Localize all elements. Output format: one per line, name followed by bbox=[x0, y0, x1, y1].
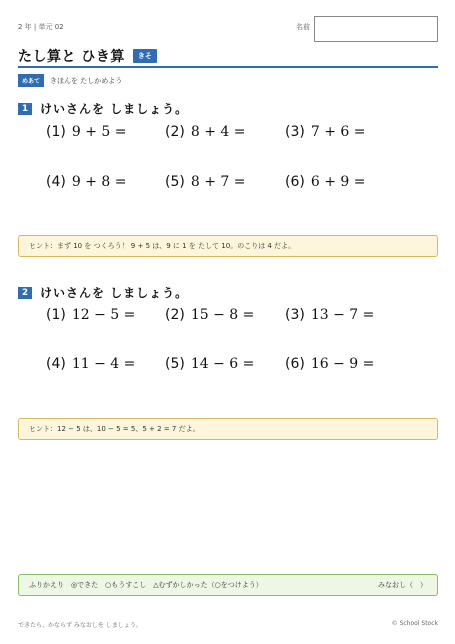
problem-1-1 bbox=[46, 124, 126, 140]
problem-expression: 13 − 7 = bbox=[310, 307, 375, 323]
problem-label: (2) bbox=[165, 124, 185, 140]
problem-1-5 bbox=[165, 174, 245, 190]
section-number: 2 bbox=[18, 287, 32, 299]
section-1-header bbox=[18, 100, 188, 117]
section-number: 1 bbox=[18, 103, 32, 115]
problem-1-3 bbox=[285, 124, 365, 140]
problem-label: (1) bbox=[46, 307, 66, 323]
problem-expression: 16 − 9 = bbox=[310, 356, 375, 372]
problem-expression: 9 + 8 = bbox=[71, 174, 127, 190]
goal-row bbox=[18, 74, 122, 87]
problem-2-1 bbox=[46, 307, 135, 323]
problem-label: (4) bbox=[46, 174, 66, 190]
problem-label: (3) bbox=[285, 307, 305, 323]
problem-expression: 7 + 6 = bbox=[310, 124, 366, 140]
level-badge: きそ bbox=[133, 49, 157, 63]
goal-text: きほんを たしかめよう bbox=[50, 76, 123, 85]
problem-1-4 bbox=[46, 174, 126, 190]
problem-1-6 bbox=[285, 174, 365, 190]
problem-label: (1) bbox=[46, 124, 66, 140]
problem-2-2 bbox=[165, 307, 254, 323]
problem-label: (3) bbox=[285, 124, 305, 140]
problem-label: (6) bbox=[285, 174, 305, 190]
section-2-header bbox=[18, 284, 188, 301]
section-title: けいさんを しましょう。 bbox=[40, 286, 189, 300]
name-label: 名前 bbox=[296, 23, 310, 31]
review-box bbox=[18, 574, 438, 596]
problem-label: (6) bbox=[285, 356, 305, 372]
problem-2-3 bbox=[285, 307, 374, 323]
name-field[interactable] bbox=[314, 16, 438, 42]
problem-2-4 bbox=[46, 356, 135, 372]
hint-box-1: ヒント：まず 10 を つくろう！ 9 + 5 は、9 に 1 を たして 10。のこりは 4 だよ。 bbox=[18, 235, 438, 257]
problem-2-5 bbox=[165, 356, 254, 372]
problem-label: (5) bbox=[165, 356, 185, 372]
problem-expression: 15 − 8 = bbox=[190, 307, 255, 323]
hint-box-2: ヒント：12 − 5 は、10 − 5 = 5、5 + 2 = 7 だよ。 bbox=[18, 418, 438, 440]
problem-expression: 11 − 4 = bbox=[71, 356, 136, 372]
problem-label: (5) bbox=[165, 174, 185, 190]
title-divider bbox=[18, 66, 438, 68]
unit-meta: 2 年 | 単元 02 bbox=[18, 23, 64, 31]
problem-expression: 8 + 7 = bbox=[190, 174, 246, 190]
problem-expression: 12 − 5 = bbox=[71, 307, 136, 323]
problem-expression: 9 + 5 = bbox=[71, 124, 127, 140]
review-text: ふりかえり ◎できた ○もうすこし △むずかしかった（○をつけよう） bbox=[29, 581, 263, 589]
problem-1-2 bbox=[165, 124, 245, 140]
problem-2-6 bbox=[285, 356, 374, 372]
title-row bbox=[18, 46, 157, 66]
problem-expression: 8 + 4 = bbox=[190, 124, 246, 140]
problem-expression: 14 − 6 = bbox=[190, 356, 255, 372]
page-title: たし算と ひき算 bbox=[18, 49, 125, 65]
footer-copyright: © School Stock bbox=[391, 620, 438, 627]
goal-badge: めあて bbox=[18, 74, 44, 87]
section-title: けいさんを しましょう。 bbox=[40, 102, 189, 116]
problem-expression: 6 + 9 = bbox=[310, 174, 366, 190]
problem-label: (4) bbox=[46, 356, 66, 372]
recheck-field[interactable]: みなおし（ ） bbox=[378, 581, 427, 589]
footer-note: できたら、かならず みなおしを しましょう。 bbox=[18, 622, 142, 629]
problem-label: (2) bbox=[165, 307, 185, 323]
